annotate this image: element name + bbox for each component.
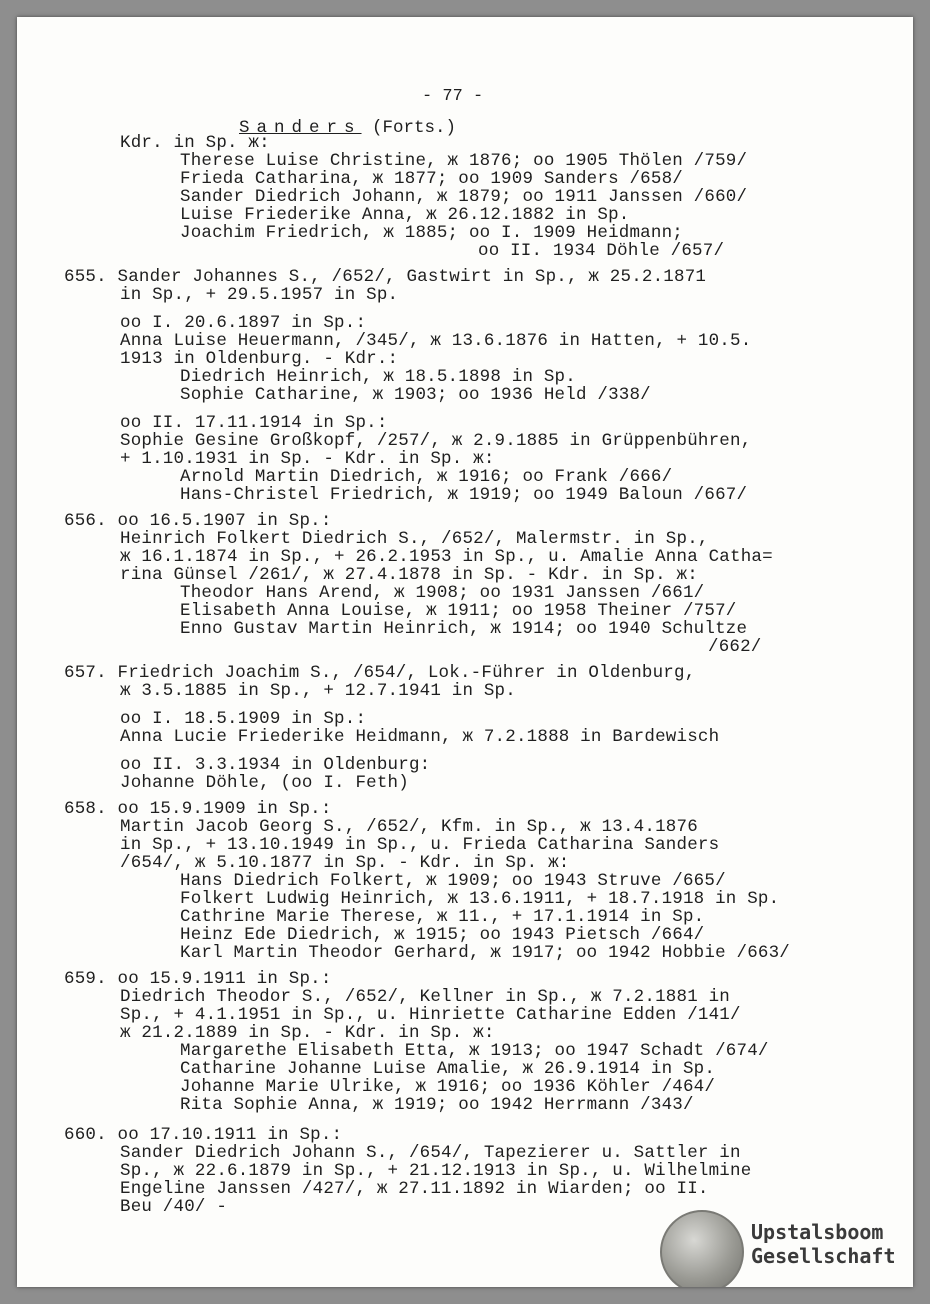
text-line: oo II. 3.3.1934 in Oldenburg: — [120, 755, 431, 775]
text-line: Diedrich Theodor S., /652/, Kellner in Sp., ж 7.2.1881 in — [120, 987, 730, 1007]
text-line: oo II. 1934 Döhle /657/ — [478, 241, 725, 261]
text-line: Heinz Ede Diedrich, ж 1915; oo 1943 Pietsch /664/ — [180, 925, 705, 945]
text-line: Elisabeth Anna Louise, ж 1911; oo 1958 Theiner /757/ — [180, 601, 737, 621]
logo-line-1: Upstalsboom — [751, 1220, 884, 1244]
text-line: /654/, ж 5.10.1877 in Sp. - Kdr. in Sp. ж: — [120, 853, 570, 873]
text-line: ж 3.5.1885 in Sp., + 12.7.1941 in Sp. — [120, 681, 516, 701]
text-line: Hans Diedrich Folkert, ж 1909; oo 1943 Struve /665/ — [180, 871, 726, 891]
text-line: Martin Jacob Georg S., /652/, Kfm. in Sp., ж 13.4.1876 — [120, 817, 698, 837]
text-line: Hans-Christel Friedrich, ж 1919; oo 1949 Baloun /667/ — [180, 485, 748, 505]
text-line: 658. oo 15.9.1909 in Sp.: — [64, 799, 332, 819]
logo-line-2: Gesellschaft — [751, 1244, 896, 1268]
text-line: in Sp., + 13.10.1949 in Sp., u. Frieda Catharina Sanders — [120, 835, 720, 855]
heading-surname: Sanders — [239, 118, 362, 138]
text-line: oo II. 17.11.1914 in Sp.: — [120, 413, 388, 433]
text-line: 659. oo 15.9.1911 in Sp.: — [64, 969, 332, 989]
text-line: /662/ — [708, 637, 762, 657]
text-line: 660. oo 17.10.1911 in Sp.: — [64, 1125, 343, 1145]
text-line: Sp., ж 22.6.1879 in Sp., + 21.12.1913 in Sp., u. Wilhelmine — [120, 1161, 752, 1181]
text-line: 657. Friedrich Joachim S., /654/, Lok.-Führer in Oldenburg, — [64, 663, 696, 683]
text-line: Sophie Gesine Großkopf, /257/, ж 2.9.1885 in Grüppenbühren, — [120, 431, 752, 451]
text-line: Folkert Ludwig Heinrich, ж 13.6.1911, + 18.7.1918 in Sp. — [180, 889, 780, 909]
text-line: 656. oo 16.5.1907 in Sp.: — [64, 511, 332, 531]
text-line: Catharine Johanne Luise Amalie, ж 26.9.1914 in Sp. — [180, 1059, 716, 1079]
text-line: Joachim Friedrich, ж 1885; oo I. 1909 Heidmann; — [180, 223, 683, 243]
page-number: - 77 - — [422, 87, 484, 106]
text-line: Frieda Catharina, ж 1877; oo 1909 Sanders /658/ — [180, 169, 683, 189]
text-line: Karl Martin Theodor Gerhard, ж 1917; oo 1942 Hobbie /663/ — [180, 943, 790, 963]
text-line: Cathrine Marie Therese, ж 11., + 17.1.1914 in Sp. — [180, 907, 705, 927]
text-line: Theodor Hans Arend, ж 1908; oo 1931 Janssen /661/ — [180, 583, 705, 603]
seal-icon — [660, 1210, 744, 1287]
text-line: Enno Gustav Martin Heinrich, ж 1914; oo 1940 Schultze — [180, 619, 748, 639]
text-line: oo I. 18.5.1909 in Sp.: — [120, 709, 367, 729]
text-line: Anna Luise Heuermann, /345/, ж 13.6.1876 in Hatten, + 10.5. — [120, 331, 752, 351]
text-line: ж 21.2.1889 in Sp. - Kdr. in Sp. ж: — [120, 1023, 495, 1043]
text-line: Anna Lucie Friederike Heidmann, ж 7.2.1888 in Bardewisch — [120, 727, 720, 747]
text-line: Johanne Döhle, (oo I. Feth) — [120, 773, 409, 793]
text-line: Sophie Catharine, ж 1903; oo 1936 Held /338/ — [180, 385, 651, 405]
text-line: Sp., + 4.1.1951 in Sp., u. Hinriette Catharine Edden /141/ — [120, 1005, 741, 1025]
document-page — [17, 17, 913, 1287]
text-line: Therese Luise Christine, ж 1876; oo 1905 Thölen /759/ — [180, 151, 748, 171]
text-line: oo I. 20.6.1897 in Sp.: — [120, 313, 367, 333]
text-line: Engeline Janssen /427/, ж 27.11.1892 in Wiarden; oo II. — [120, 1179, 709, 1199]
page-heading — [239, 118, 456, 138]
text-line: 655. Sander Johannes S., /652/, Gastwirt in Sp., ж 25.2.1871 — [64, 267, 707, 287]
text-line: Sander Diedrich Johann, ж 1879; oo 1911 Janssen /660/ — [180, 187, 748, 207]
heading-continued: (Forts.) — [372, 118, 457, 138]
text-line: Rita Sophie Anna, ж 1919; oo 1942 Herrmann /343/ — [180, 1095, 694, 1115]
text-line: Heinrich Folkert Diedrich S., /652/, Malermstr. in Sp., — [120, 529, 709, 549]
text-line: Beu /40/ - — [120, 1197, 228, 1217]
text-line: + 1.10.1931 in Sp. - Kdr. in Sp. ж: — [120, 449, 495, 469]
text-line: Luise Friederike Anna, ж 26.12.1882 in Sp. — [180, 205, 630, 225]
text-line: Sander Diedrich Johann S., /654/, Tapezierer u. Sattler in — [120, 1143, 741, 1163]
text-line: rina Günsel /261/, ж 27.4.1878 in Sp. - Kdr. in Sp. ж: — [120, 565, 698, 585]
text-line: 1913 in Oldenburg. - Kdr.: — [120, 349, 399, 369]
text-line: in Sp., + 29.5.1957 in Sp. — [120, 285, 399, 305]
text-line: ж 16.1.1874 in Sp., + 26.2.1953 in Sp., u. Amalie Anna Catha= — [120, 547, 773, 567]
text-line: Diedrich Heinrich, ж 18.5.1898 in Sp. — [180, 367, 576, 387]
text-line: Johanne Marie Ulrike, ж 1916; oo 1936 Köhler /464/ — [180, 1077, 716, 1097]
text-line: Kdr. in Sp. ж: — [120, 133, 270, 153]
text-line: Margarethe Elisabeth Etta, ж 1913; oo 1947 Schadt /674/ — [180, 1041, 769, 1061]
society-logo — [751, 1220, 896, 1268]
text-line: Arnold Martin Diedrich, ж 1916; oo Frank /666/ — [180, 467, 673, 487]
